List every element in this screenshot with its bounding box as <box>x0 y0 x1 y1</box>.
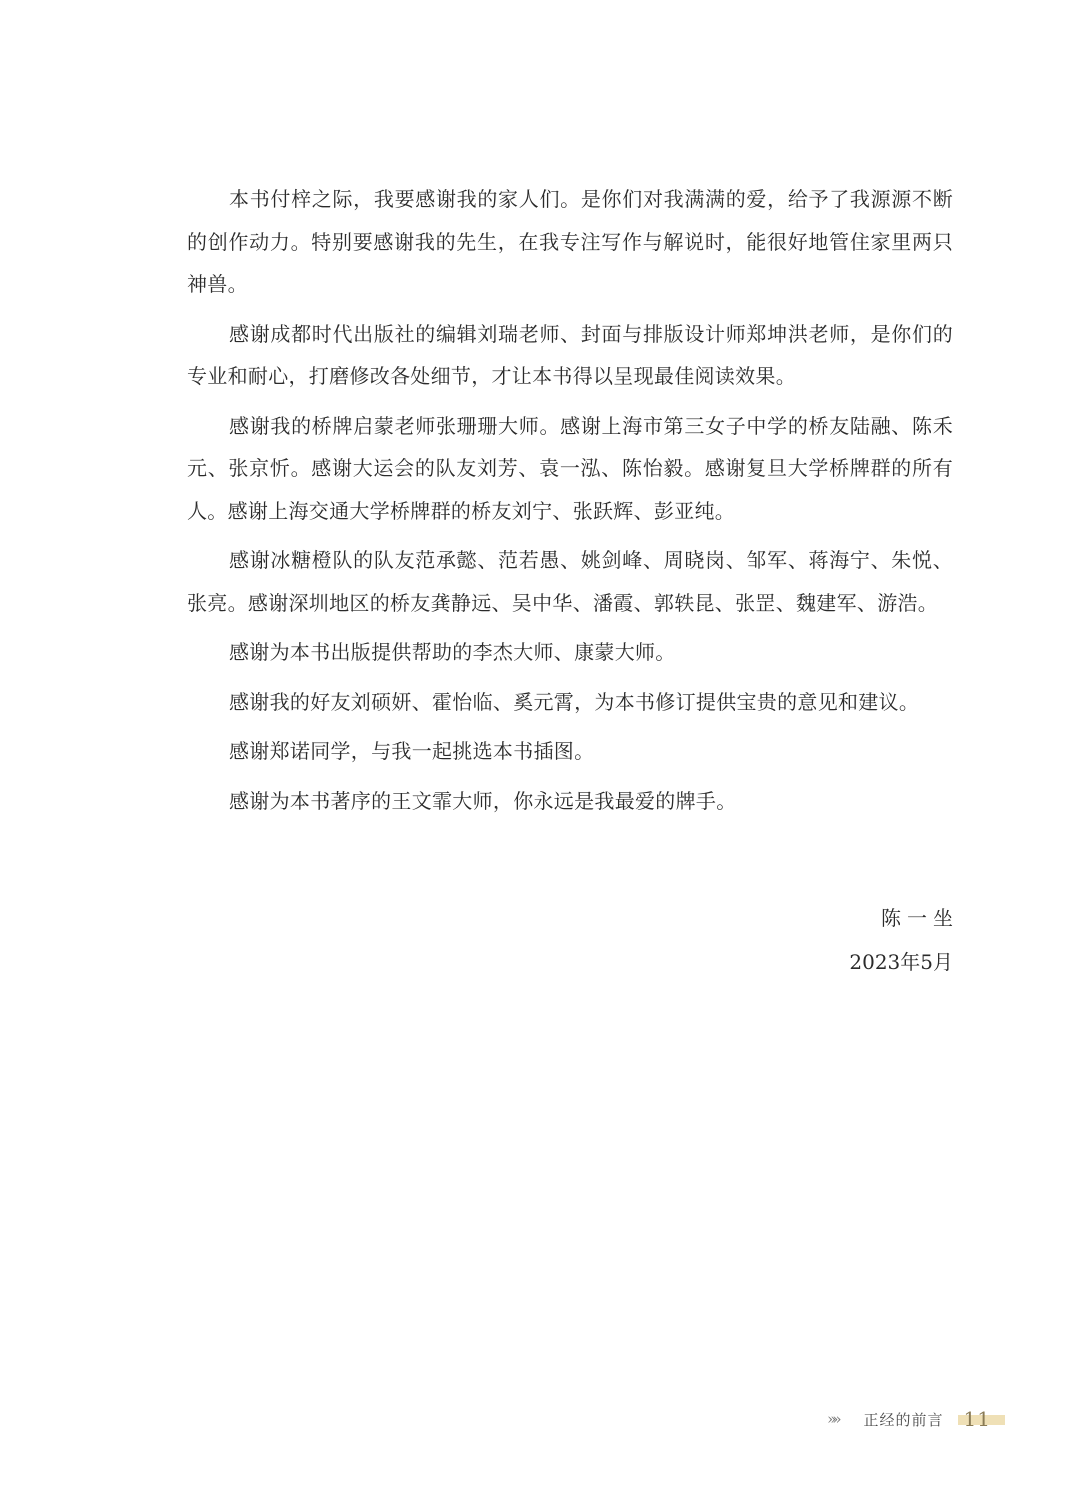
signature-date: 2023年5月 <box>849 950 953 974</box>
page-footer <box>827 1402 997 1436</box>
author-signature: 陈一坐 <box>881 906 959 930</box>
paragraph: 感谢为本书出版提供帮助的李杰大师、康蒙大师。 <box>229 640 676 664</box>
paragraph: 感谢郑诺同学，与我一起挑选本书插图。 <box>229 739 595 763</box>
paragraph: 感谢我的好友刘硕妍、霍怡临、奚元霄，为本书修订提供宝贵的意见和建议。 <box>229 689 920 714</box>
paragraph: 本书付梓之际，我要感谢我的家人们。是你们对我满满的爱，给予了我源源不断的创作动力。特别要感谢我的先生，在我专注写作与解说时，能很好地管住家里两只神兽。 <box>187 187 953 296</box>
page-number: 11 <box>963 1407 991 1431</box>
paragraph: 感谢为本书著序的王文霏大师，你永远是我最爱的牌手。 <box>229 788 737 813</box>
signature-block <box>849 896 959 984</box>
paragraph: 感谢我的桥牌启蒙老师张珊珊大师。感谢上海市第三女子中学的桥友陆融、陈禾元、张京忻。感谢大运会的队友刘芳、袁一泓、陈怡毅。感谢复旦大学桥牌群的所有人。感谢上海交通大学桥牌群的桥友刘宁、张跃辉、彭亚纯。 <box>187 413 953 523</box>
acknowledgements-body <box>187 178 953 829</box>
paragraph: 感谢冰糖橙队的队友范承懿、范若愚、姚剑峰、周晓岗、邹军、蒋海宁、朱悦、张亮。感谢深圳地区的桥友龚静远、吴中华、潘霞、郭轶昆、张罡、魏建军、游浩。 <box>187 548 953 615</box>
page-number-badge <box>958 1407 997 1431</box>
chevron-right-icon: »» <box>827 1410 838 1428</box>
running-chapter-title: 正经的前言 <box>863 1410 944 1429</box>
paragraph: 感谢成都时代出版社的编辑刘瑞老师、封面与排版设计师郑坤洪老师，是你们的专业和耐心，打磨修改各处细节，才让本书得以呈现最佳阅读效果。 <box>187 321 953 388</box>
